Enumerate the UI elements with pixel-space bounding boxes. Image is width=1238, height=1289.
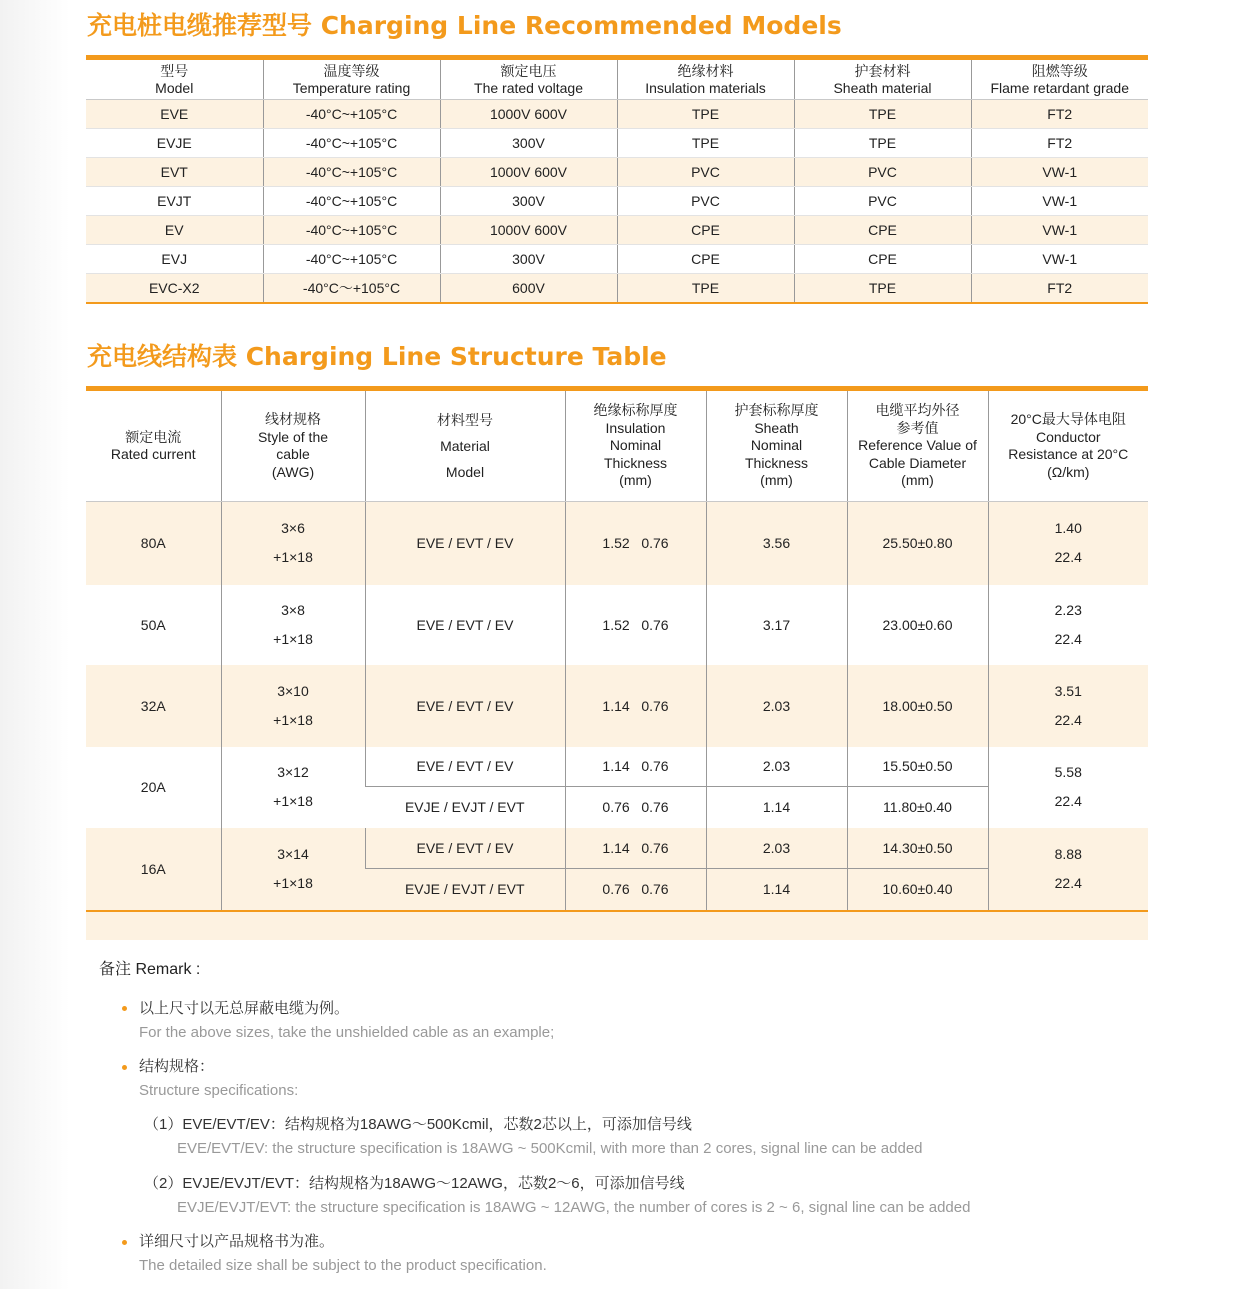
cell-flame-grade: VW-1: [971, 158, 1148, 187]
cell-temperature: -40°C~+105°C: [263, 158, 440, 187]
section2-title: 充电线结构表 Charging Line Structure Table: [87, 342, 667, 371]
cell-resistance: 8.88 22.4: [988, 828, 1148, 910]
cell-sheath: TPE: [794, 100, 971, 129]
remark-item-en: EVJE/EVJT/EVT: the structure specification is 18AWG ~ 12AWG, the number of cores is 2 ~ 6, signal line can be added: [177, 1199, 971, 1216]
cell-current: 16A: [86, 828, 221, 910]
cell-diameter: 14.30±0.50: [847, 828, 988, 869]
cell-temperature: -40°C~+105°C: [263, 129, 440, 158]
cell-sheath: PVC: [794, 187, 971, 216]
cell-material: EVE / EVT / EV: [365, 665, 565, 747]
cell-insulation: TPE: [617, 129, 794, 158]
cell-sheath: TPE: [794, 274, 971, 304]
cell-material: EVJE / EVJT / EVT: [404, 799, 525, 816]
cell-sheath: 3.56: [706, 502, 847, 585]
cell-material: EVJE / EVJT / EVT: [365, 869, 565, 910]
cell-sheath: 2.03: [706, 665, 847, 747]
cell-flame-grade: VW-1: [971, 245, 1148, 274]
cell-voltage: 1000V 600V: [440, 100, 617, 129]
table-header-row: [86, 391, 1148, 502]
header-voltage: 额定电压 The rated voltage: [440, 60, 617, 100]
cell-insulation: CPE: [617, 245, 794, 274]
header-conductor-resistance: 20°C最大导体电阻 Conductor Resistance at 20°C (Ω/km): [988, 391, 1148, 502]
remark-item: [139, 1232, 547, 1276]
cell-insulation: 1.14 0.76: [565, 747, 706, 787]
cell-insulation: 1.14 0.76: [565, 665, 706, 747]
cell-material: EVE / EVT / EV: [365, 747, 565, 787]
cell-flame-grade: VW-1: [971, 216, 1148, 245]
cell-model: EVJ: [86, 245, 263, 274]
cell-current: 50A: [140, 616, 166, 633]
cell-current: 32A: [86, 665, 221, 747]
cell-model: EVC-X2: [86, 274, 263, 304]
remark-item-en: Structure specifications:: [139, 1082, 299, 1099]
table-row: [86, 585, 1148, 665]
cell-temperature: -40°C～+105°C: [263, 274, 440, 304]
header-material-model: 材料型号 Material Model: [365, 391, 565, 502]
cell-flame-grade: FT2: [971, 274, 1148, 304]
cell-insulation: 0.76 0.76: [565, 869, 706, 910]
cell-sheath: 1.14: [706, 869, 847, 910]
header-temperature: 温度等级 Temperature rating: [263, 60, 440, 100]
remark-item-cn: 以上尺寸以无总屏蔽电缆为例。: [139, 1000, 350, 1017]
cell-voltage: 1000V 600V: [440, 216, 617, 245]
remark-subitem: [144, 1174, 970, 1218]
cell-spec: 3×6 +1×18: [221, 502, 365, 585]
cell-model: EVE: [86, 100, 263, 129]
remark-item-en: EVE/EVT/EV: the structure specification is 18AWG ~ 500Kcmil, with more than 2 cores, signal line can be added: [177, 1140, 923, 1157]
cell-spec: 3×12 +1×18: [221, 747, 365, 828]
cell-spec: 3×14 +1×18: [221, 828, 365, 910]
cell-insulation: PVC: [617, 158, 794, 187]
header-cable-diameter: 电缆平均外径 参考值 Reference Value of Cable Diameter (mm): [847, 391, 988, 502]
bullet-icon: [122, 1240, 127, 1245]
cell-spec: 3×8 +1×18: [221, 585, 365, 665]
cell-sheath: PVC: [794, 158, 971, 187]
cell-flame-grade: FT2: [971, 100, 1148, 129]
cell-diameter: 11.80±0.40: [847, 787, 988, 828]
cell-insulation: PVC: [617, 187, 794, 216]
section1-title: 充电桩电缆推荐型号 Charging Line Recommended Models: [87, 11, 842, 40]
header-sheath: 护套材料 Sheath material: [794, 60, 971, 100]
remark-item: [139, 999, 554, 1043]
header-model: 型号 Model: [86, 60, 263, 100]
cell-temperature: -40°C~+105°C: [263, 100, 440, 129]
cell-spec: 3×10 +1×18: [221, 665, 365, 747]
cell-insulation: CPE: [617, 216, 794, 245]
cell-flame-grade: VW-1: [971, 187, 1148, 216]
cell-voltage: 600V: [440, 274, 617, 304]
structure-table: [86, 391, 1148, 910]
cell-insulation: 0.76 0.76: [565, 787, 706, 828]
remark-item-en: The detailed size shall be subject to the product specification.: [139, 1257, 547, 1274]
cell-diameter: 10.60±0.40: [847, 869, 988, 910]
table-row: [86, 828, 1148, 869]
cell-diameter: 25.50±0.80: [847, 502, 988, 585]
remark-item-en: For the above sizes, take the unshielded cable as an example;: [139, 1024, 555, 1041]
cell-current: 20A: [140, 779, 166, 795]
remark-item-cn: 结构规格：: [139, 1058, 215, 1075]
cell-sheath: 1.14: [706, 787, 847, 828]
cell-insulation: TPE: [617, 274, 794, 304]
header-rated-current: 额定电流 Rated current: [86, 391, 221, 502]
cell-voltage: 300V: [440, 187, 617, 216]
remark-background: [86, 912, 1148, 940]
remark-subitem: [144, 1115, 923, 1159]
bullet-icon: [122, 1065, 127, 1070]
cell-insulation: TPE: [617, 100, 794, 129]
cell-sheath: 3.17: [706, 585, 847, 665]
cell-insulation: 1.52 0.76: [565, 502, 706, 585]
table-row: [86, 216, 1148, 245]
cell-material: EVE / EVT / EV: [365, 585, 565, 665]
cell-model: EV: [86, 216, 263, 245]
cell-voltage: 1000V 600V: [440, 158, 617, 187]
cell-current: 80A: [86, 502, 221, 585]
cell-flame-grade: FT2: [971, 129, 1148, 158]
cell-diameter: 23.00±0.60: [847, 585, 988, 665]
bullet-icon: [122, 1006, 127, 1011]
table-row: [86, 187, 1148, 216]
table-row: [86, 502, 1148, 585]
cell-sheath: 2.03: [706, 828, 847, 869]
remark-heading: 备注 Remark :: [99, 961, 201, 978]
header-insulation-thickness: 绝缘标称厚度 Insulation Nominal Thickness (mm): [565, 391, 706, 502]
cell-voltage: 300V: [440, 129, 617, 158]
cell-model: EVJT: [86, 187, 263, 216]
cell-insulation: 1.52 0.76: [565, 585, 706, 665]
cell-sheath: CPE: [794, 216, 971, 245]
table-row: [86, 158, 1148, 187]
table-row: [86, 100, 1148, 129]
cell-model: EVJE: [86, 129, 263, 158]
header-insulation: 绝缘材料 Insulation materials: [617, 60, 794, 100]
table-row: [86, 129, 1148, 158]
cell-material: EVE / EVT / EV: [365, 828, 565, 869]
header-cable-style: 线材规格 Style of the cable (AWG): [221, 391, 365, 502]
table-row: [86, 245, 1148, 274]
table-row: [86, 274, 1148, 304]
cell-temperature: -40°C~+105°C: [263, 216, 440, 245]
cell-sheath: CPE: [794, 245, 971, 274]
remark-item: [139, 1057, 298, 1101]
cell-sheath: TPE: [794, 129, 971, 158]
cell-temperature: -40°C~+105°C: [263, 187, 440, 216]
cell-resistance: 1.40 22.4: [988, 502, 1148, 585]
cell-resistance: 2.23 22.4: [988, 585, 1148, 665]
cell-insulation: 1.14 0.76: [565, 828, 706, 869]
header-flame-grade: 阻燃等级 Flame retardant grade: [971, 60, 1148, 100]
recommended-models-table: [86, 60, 1148, 304]
remark-item-cn: 详细尺寸以产品规格书为准。: [139, 1233, 335, 1250]
header-sheath-thickness: 护套标称厚度 Sheath Nominal Thickness (mm): [706, 391, 847, 502]
cell-sheath: 2.03: [706, 747, 847, 787]
cell-temperature: -40°C~+105°C: [263, 245, 440, 274]
table-header-row: [86, 60, 1148, 100]
cell-resistance: 3.51 22.4: [988, 665, 1148, 747]
cell-model: EVT: [86, 158, 263, 187]
cell-material: EVE / EVT / EV: [365, 502, 565, 585]
remark-item-cn: （2）EVJE/EVJT/EVT：结构规格为18AWG～12AWG，芯数2～6，可添加信号线: [144, 1175, 685, 1192]
cell-diameter: 15.50±0.50: [847, 747, 988, 787]
table-row: [86, 747, 1148, 787]
cell-diameter: 18.00±0.50: [847, 665, 988, 747]
remark-item-cn: （1）EVE/EVT/EV：结构规格为18AWG～500Kcmil，芯数2芯以上，可添加信号线: [144, 1116, 692, 1133]
cell-voltage: 300V: [440, 245, 617, 274]
cell-resistance: 5.58 22.4: [988, 747, 1148, 828]
table-row: [86, 665, 1148, 747]
